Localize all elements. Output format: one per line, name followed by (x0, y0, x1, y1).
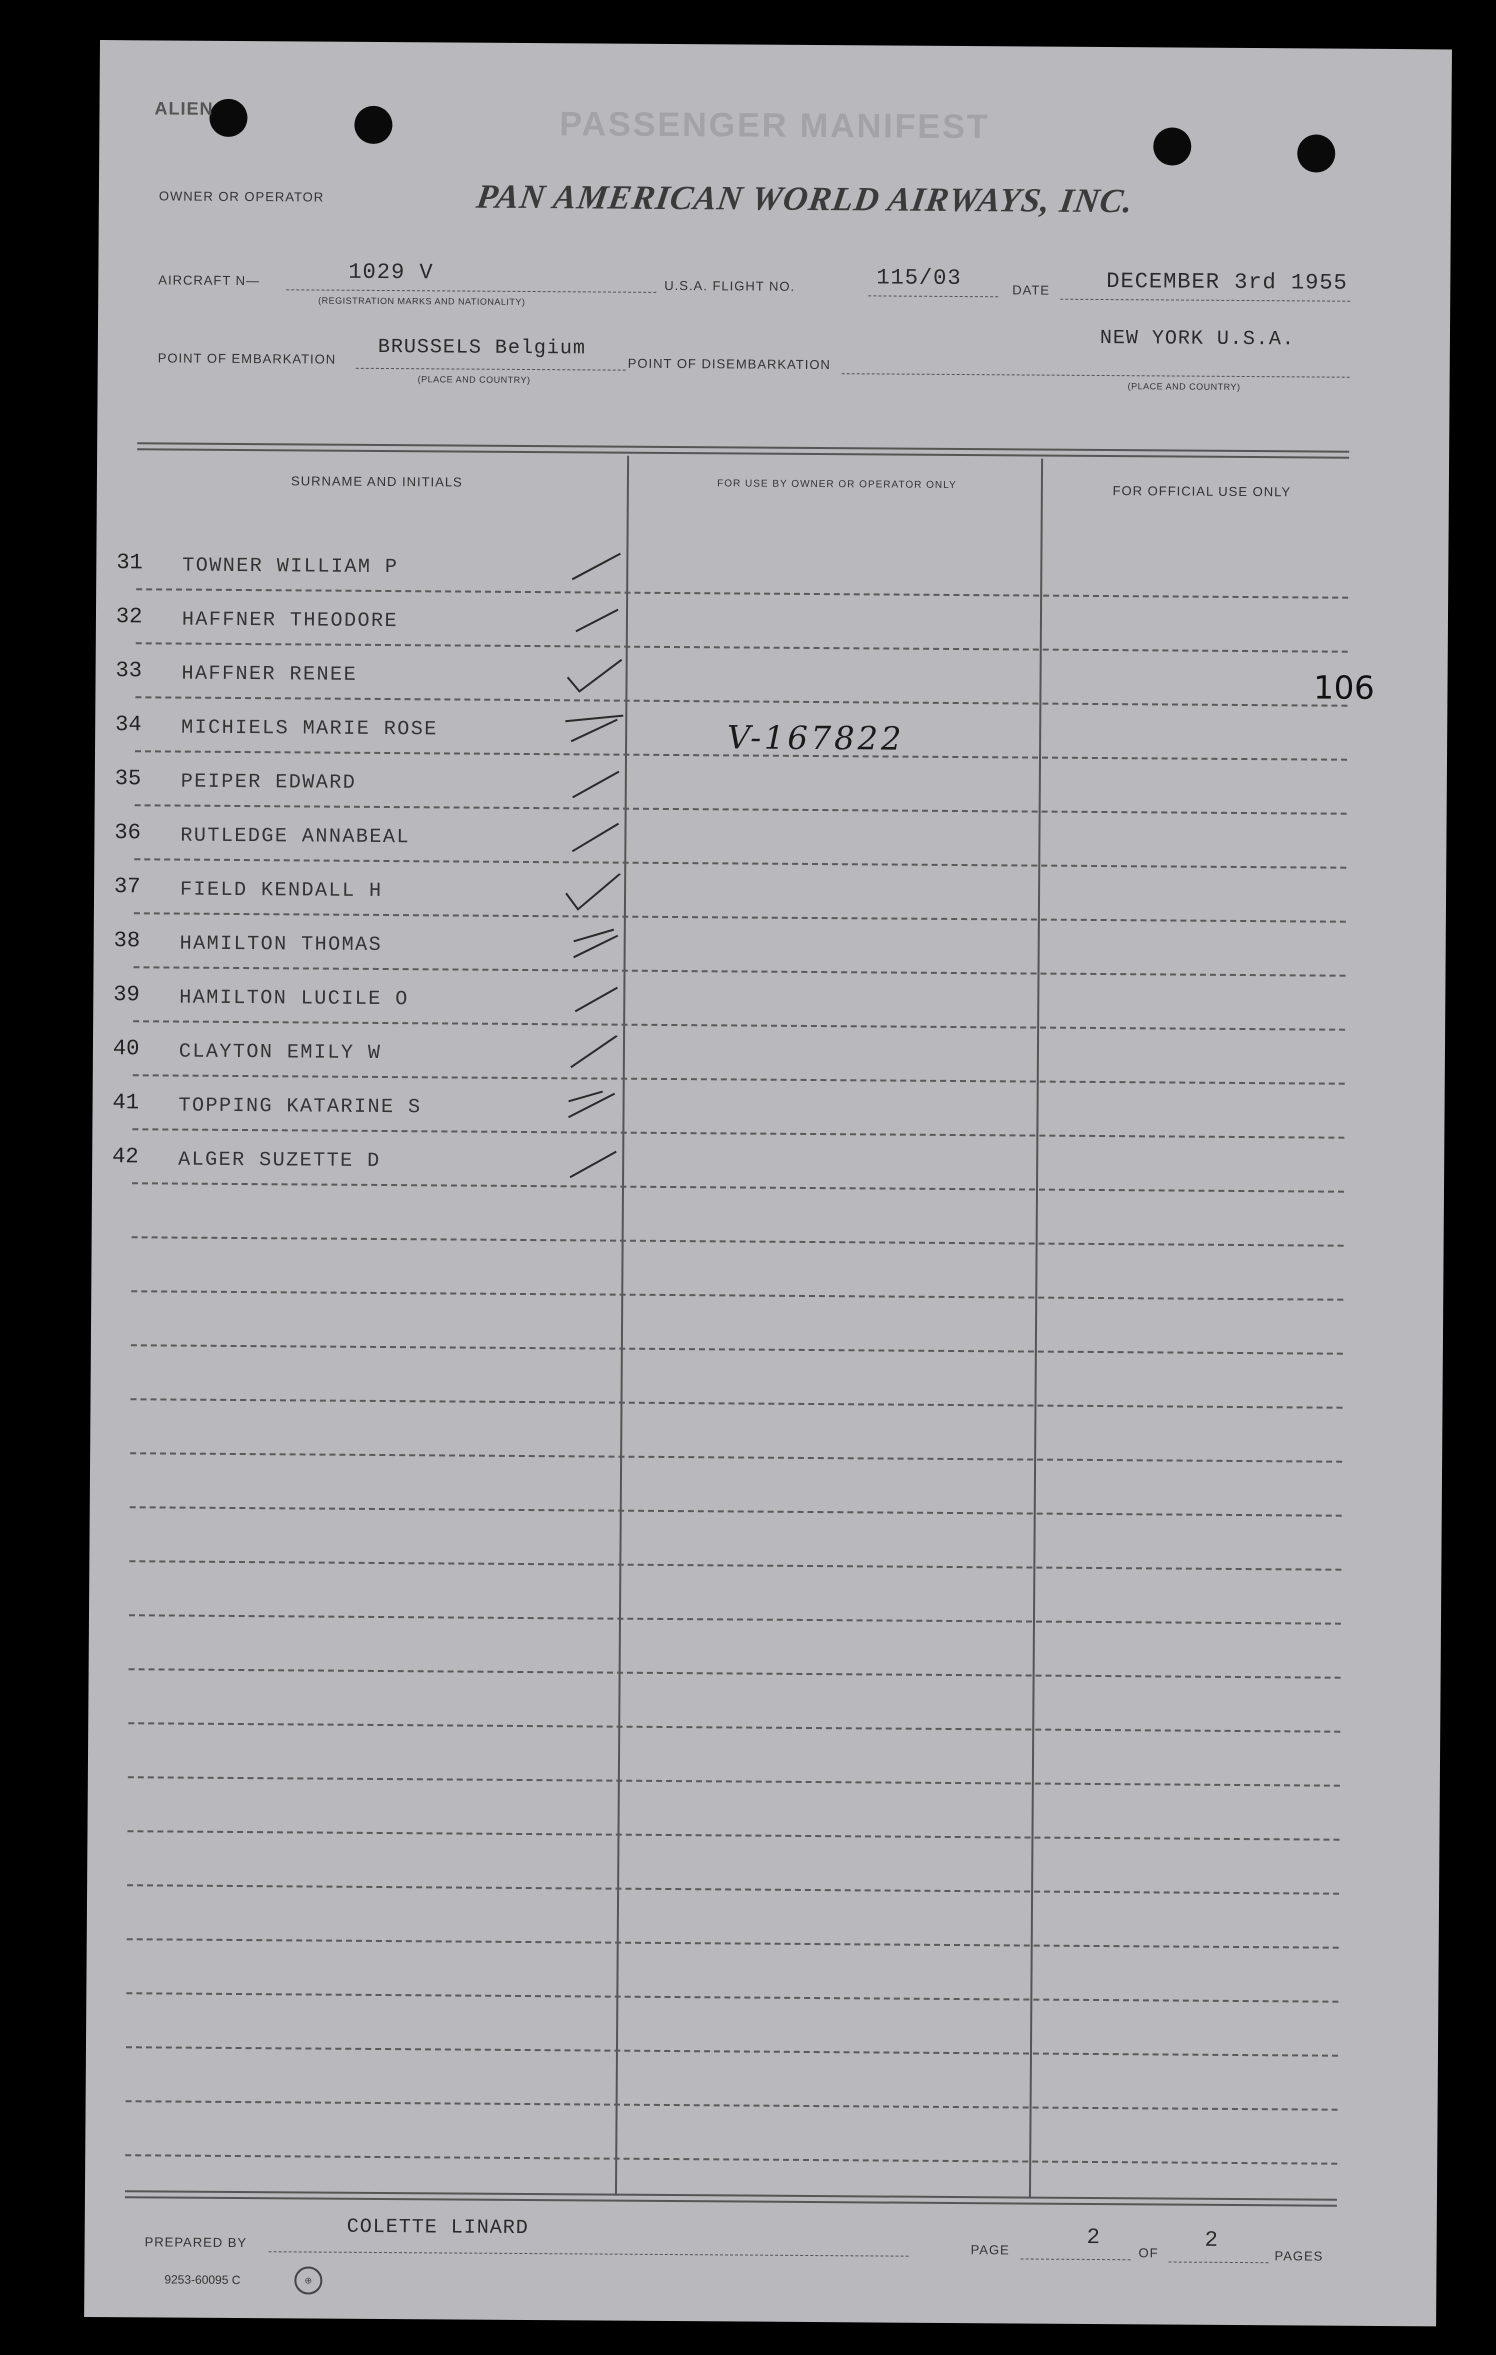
table-row-line (133, 1020, 1345, 1030)
table-row-line (128, 1776, 1340, 1786)
punch-hole (1297, 134, 1335, 172)
check-mark-icon (564, 927, 624, 967)
check-mark-icon (565, 657, 625, 697)
table-row-line (136, 642, 1348, 652)
corner-stamp: ALIEN (154, 98, 214, 119)
embark-sublabel: (PLACE AND COUNTRY) (417, 374, 531, 386)
table-row-line (130, 1452, 1342, 1462)
passenger-number: 39 (113, 982, 140, 1008)
prepared-underline (269, 2251, 909, 2256)
date-value: DECEMBER 3rd 1955 (1106, 269, 1348, 296)
of-value: 2 (1204, 2227, 1219, 2253)
passenger-number: 40 (112, 1036, 140, 1062)
form-number: 9253-60095 C (164, 2272, 241, 2288)
table-row-line (136, 588, 1348, 598)
of-label: OF (1138, 2245, 1159, 2261)
column-divider (1029, 459, 1043, 2199)
manifest-sheet (84, 40, 1452, 2326)
passenger-name: PEIPER EDWARD (180, 770, 357, 795)
table-row-line (132, 1182, 1344, 1192)
table-row-line (126, 2046, 1338, 2056)
embark-label: POINT OF EMBARKATION (157, 350, 337, 367)
table-row-line (131, 1290, 1343, 1300)
table-row-line (134, 966, 1346, 976)
table-row-line (134, 912, 1346, 922)
check-mark-icon (566, 603, 626, 643)
embark-underline (356, 368, 626, 371)
check-mark-icon (565, 711, 625, 751)
passenger-number: 33 (115, 658, 143, 684)
table-row-line (130, 1506, 1342, 1516)
passenger-number: 32 (115, 604, 143, 630)
table-row-line (132, 1236, 1344, 1246)
check-mark-icon (563, 981, 623, 1021)
aircraft-value: 1029 V (348, 259, 434, 286)
column-header-official: FOR OFFICIAL USE ONLY (1112, 483, 1292, 500)
table-row-line (132, 1128, 1344, 1138)
flight-value: 115/03 (876, 265, 962, 292)
table-row-line (129, 1614, 1341, 1624)
flight-underline (868, 295, 998, 297)
passenger-number: 41 (112, 1090, 140, 1116)
disembark-sublabel: (PLACE AND COUNTRY) (1127, 381, 1241, 392)
column-header-owner: FOR USE BY OWNER OR OPERATOR ONLY (717, 478, 957, 491)
passenger-name: MICHIELS MARIE ROSE (181, 716, 438, 742)
table-row-line (131, 1344, 1343, 1354)
passenger-name: HAFFNER RENEE (181, 662, 358, 687)
prepared-value: COLETTE LINARD (346, 2215, 529, 2241)
check-mark-icon (562, 1089, 622, 1129)
check-mark-icon (564, 873, 624, 913)
table-row-line (127, 1830, 1339, 1840)
table-row-line (125, 2154, 1337, 2164)
aircraft-sublabel: (REGISTRATION MARKS AND NATIONALITY) (318, 295, 526, 307)
check-mark-icon (563, 1035, 623, 1075)
passenger-name: HAFFNER THEODORE (181, 608, 399, 634)
passenger-name: FIELD KENDALL H (179, 878, 383, 903)
date-label: DATE (1012, 282, 1051, 298)
passenger-name: CLAYTON EMILY W (178, 1040, 382, 1065)
prepared-label: PREPARED BY (144, 2234, 248, 2251)
handwritten-note: V-167822 (727, 718, 905, 758)
page-label: PAGE (970, 2242, 1010, 2258)
passenger-name: TOWNER WILLIAM P (182, 554, 399, 580)
passenger-number: 36 (114, 820, 141, 846)
table-row-line (128, 1722, 1340, 1732)
of-underline (1169, 2262, 1269, 2264)
check-mark-icon (566, 549, 626, 589)
table-row-line (129, 1668, 1341, 1678)
disembark-label: POINT OF DISEMBARKATION (627, 355, 831, 373)
passenger-number: 37 (114, 874, 141, 900)
table-row-line (126, 2100, 1338, 2110)
table-row-line (131, 1398, 1343, 1408)
official-count: 106 (1313, 668, 1375, 707)
table-row-line (134, 858, 1346, 868)
embark-value: BRUSSELS Belgium (377, 335, 586, 361)
table-row-line (135, 696, 1347, 706)
owner-value: PAN AMERICAN WORLD AIRWAYS, INC. (474, 178, 1136, 221)
punch-hole (354, 106, 392, 144)
passenger-number: 35 (114, 766, 142, 792)
punch-hole (1153, 127, 1191, 165)
union-bug-icon: ⊕ (294, 2266, 322, 2294)
check-mark-icon (564, 819, 624, 859)
check-mark-icon (562, 1143, 622, 1183)
table-row-line (127, 1938, 1339, 1948)
pages-label: PAGES (1274, 2248, 1324, 2264)
table-row-line (127, 1884, 1339, 1894)
disembark-underline (842, 373, 1350, 378)
passenger-number: 34 (115, 712, 142, 738)
disembark-value: NEW YORK U.S.A. (1099, 326, 1296, 352)
page-underline (1021, 2258, 1131, 2260)
table-row-line (129, 1560, 1341, 1570)
aircraft-underline (286, 289, 656, 293)
passenger-name: HAMILTON LUCILE O (179, 986, 409, 1012)
passenger-number: 38 (113, 928, 141, 954)
form-title: PASSENGER MANIFEST (559, 105, 990, 147)
column-header-surname: SURNAME AND INITIALS (291, 473, 463, 490)
page-value: 2 (1086, 2224, 1101, 2251)
table-row-line (126, 1992, 1338, 2002)
passenger-name: RUTLEDGE ANNABEAL (180, 824, 411, 850)
passenger-number: 31 (116, 550, 143, 576)
passenger-number: 42 (112, 1144, 139, 1170)
flight-label: U.S.A. FLIGHT NO. (664, 277, 796, 294)
owner-label: OWNER OR OPERATOR (158, 188, 325, 205)
passenger-name: ALGER SUZETTE D (178, 1148, 381, 1173)
table-row-line (133, 1074, 1345, 1084)
punch-hole (209, 99, 247, 137)
check-mark-icon (565, 765, 625, 805)
passenger-name: TOPPING KATARINE S (178, 1094, 422, 1120)
table-row-line (135, 804, 1347, 814)
aircraft-label: AIRCRAFT N— (158, 272, 261, 289)
date-underline (1060, 299, 1350, 302)
passenger-name: HAMILTON THOMAS (179, 932, 383, 957)
